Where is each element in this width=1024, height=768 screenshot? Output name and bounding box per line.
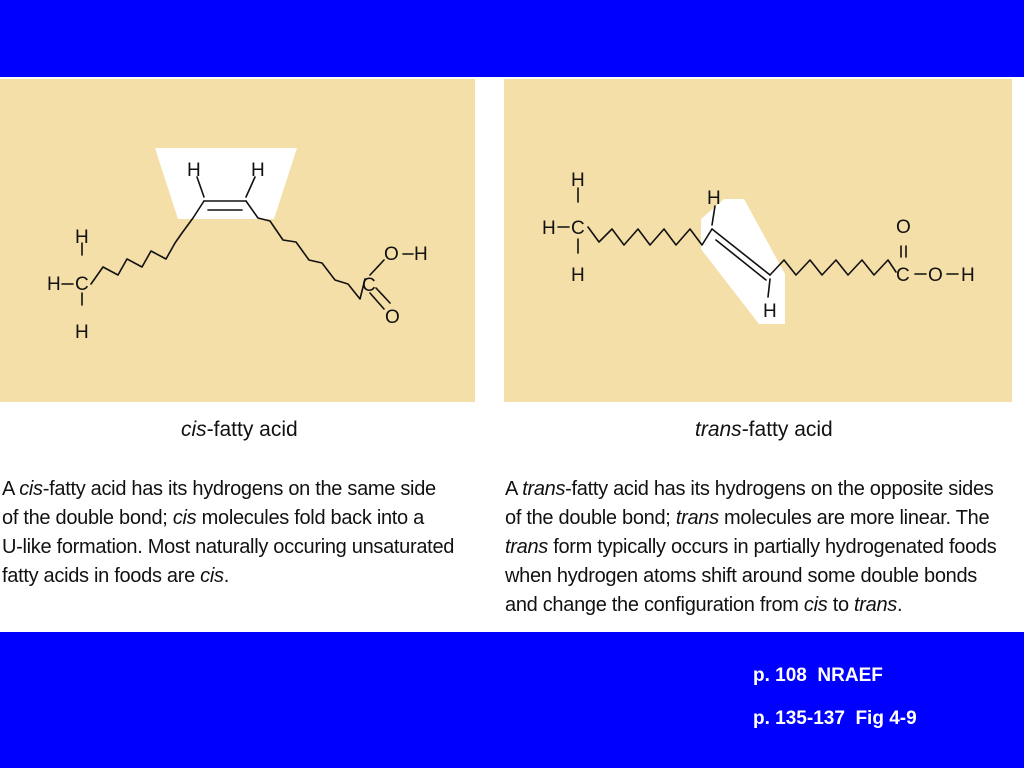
trans-description xyxy=(505,475,996,620)
trans-atom-h-hydroxyl: H xyxy=(961,265,975,286)
cis-description-line xyxy=(2,533,454,562)
trans-description-line xyxy=(505,504,996,533)
cis-atom-c-carboxyl: C xyxy=(362,275,376,296)
reference-line-1: p. 108 NRAEF xyxy=(753,665,883,686)
trans-description-italic: cis xyxy=(803,594,828,616)
cis-atom-c-methyl: C xyxy=(75,274,89,295)
cis-description-text: -fatty acid has its hydrogens on the same side xyxy=(42,478,436,500)
cis-atom-h-top: H xyxy=(75,227,89,248)
trans-atom-c-carboxyl: C xyxy=(896,265,910,286)
cis-atom-h-hydroxyl: H xyxy=(414,244,428,265)
trans-description-italic: trans xyxy=(522,478,566,500)
cis-fatty-acid-structure xyxy=(0,79,475,402)
cis-description-text: molecules fold back into a xyxy=(196,507,424,529)
trans-atom-h-bottom: H xyxy=(571,265,585,286)
trans-description-line xyxy=(505,591,996,620)
cis-description-text: U-like formation. Most naturally occuring unsaturated xyxy=(2,536,455,558)
trans-fatty-acid-structure xyxy=(504,79,1012,402)
trans-atom-h-left: H xyxy=(542,218,556,239)
cis-caption-italic: cis xyxy=(181,418,207,441)
cis-caption xyxy=(181,418,298,442)
cis-description-text: fatty acids in foods are xyxy=(2,565,201,587)
trans-description-text: and change the configuration from xyxy=(505,594,804,616)
cis-description-text: of the double bond; xyxy=(2,507,173,529)
trans-description-text: when hydrogen atoms shift around some double bonds xyxy=(505,565,977,587)
trans-atom-h-upper-vinyl: H xyxy=(707,188,721,209)
cis-atom-o-carbonyl: O xyxy=(385,307,400,328)
top-banner xyxy=(0,0,1024,77)
trans-atom-h-lower-vinyl: H xyxy=(763,301,777,322)
cis-description-italic: cis xyxy=(19,478,43,500)
trans-atom-o-hydroxyl: O xyxy=(928,265,943,286)
trans-atom-c-methyl: C xyxy=(571,218,585,239)
trans-atom-h-top: H xyxy=(571,170,585,191)
trans-description-text: to xyxy=(827,594,855,616)
cis-description-line xyxy=(2,475,454,504)
cis-caption-rest: -fatty acid xyxy=(206,418,298,441)
cis-structure-panel xyxy=(0,79,475,402)
cis-description-line xyxy=(2,504,454,533)
trans-description-italic: trans xyxy=(854,594,898,616)
reference-line-2: p. 135-137 Fig 4-9 xyxy=(753,708,917,729)
trans-description-text: A xyxy=(505,478,523,500)
trans-structure-panel xyxy=(504,79,1012,402)
cis-atom-h-left-vinyl: H xyxy=(187,160,201,181)
trans-description-text: -fatty acid has its hydrogens on the opposite sides xyxy=(565,478,994,500)
bottom-banner xyxy=(0,632,1024,768)
trans-description-text: . xyxy=(897,594,903,616)
trans-description-italic: trans xyxy=(505,536,548,558)
cis-description xyxy=(2,475,454,591)
trans-description-text: form typically occurs in partially hydrogenated foods xyxy=(547,536,997,558)
cis-atom-o-hydroxyl: O xyxy=(384,244,399,265)
trans-description-text: molecules are more linear. The xyxy=(718,507,990,529)
trans-caption-rest: -fatty acid xyxy=(741,418,833,441)
trans-description-line xyxy=(505,562,996,591)
trans-description-line xyxy=(505,475,996,504)
trans-description-line xyxy=(505,533,996,562)
trans-caption xyxy=(695,418,833,442)
cis-double-bond-highlight xyxy=(155,148,297,219)
cis-atom-h-left: H xyxy=(47,274,61,295)
cis-atom-h-bottom: H xyxy=(75,322,89,343)
cis-description-line xyxy=(2,562,454,591)
cis-description-italic: cis xyxy=(172,507,197,529)
trans-atom-o-carbonyl: O xyxy=(896,217,911,238)
cis-atom-h-right-vinyl: H xyxy=(251,160,265,181)
cis-description-text: A xyxy=(2,478,20,500)
trans-caption-italic: trans xyxy=(695,418,742,441)
cis-description-italic: cis xyxy=(200,565,224,587)
trans-description-italic: trans xyxy=(675,507,719,529)
trans-description-text: of the double bond; xyxy=(505,507,676,529)
cis-description-text: . xyxy=(223,565,229,587)
